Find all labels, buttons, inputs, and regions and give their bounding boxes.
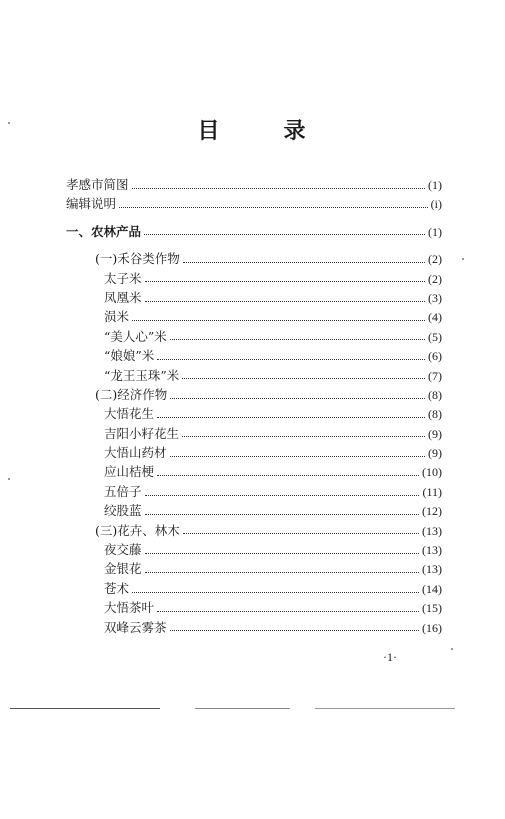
toc-entry-page: (12) <box>422 504 442 519</box>
toc-subsection-label: (二)经济作物 <box>95 386 168 402</box>
toc-entry-label: “娘娘”米 <box>104 348 155 364</box>
toc-entry-label: 大悟花生 <box>104 406 155 422</box>
toc-entry-page: (13) <box>422 523 442 538</box>
toc-subsection-flowers-trees <box>66 521 442 540</box>
dot-leader <box>132 187 425 189</box>
dot-leader <box>157 610 419 612</box>
toc-entry <box>66 288 442 307</box>
toc-entry <box>66 462 442 481</box>
toc-section-agriculture <box>66 222 442 241</box>
toc-entry-page: (6) <box>428 349 442 364</box>
dot-leader <box>145 300 425 302</box>
toc-entry <box>66 443 442 462</box>
dot-leader <box>182 377 425 379</box>
toc-entry-page: (4) <box>428 310 442 325</box>
dot-leader <box>145 552 419 554</box>
toc-entry-label: 大悟山药材 <box>104 445 167 461</box>
scan-speck <box>462 258 464 260</box>
toc-entry <box>66 346 442 365</box>
dot-leader <box>145 494 420 496</box>
scan-speck <box>8 122 10 124</box>
toc-entry-page: (5) <box>428 329 442 344</box>
toc-entry-page: (13) <box>422 562 442 577</box>
toc-entry-page: (8) <box>428 387 442 402</box>
dot-leader <box>170 455 425 457</box>
dot-leader <box>119 206 428 208</box>
toc-subsection-label: (一)禾谷类作物 <box>95 251 180 267</box>
page-title <box>0 114 505 145</box>
dot-leader <box>182 435 425 437</box>
toc-subsection-grains <box>66 249 442 268</box>
toc-entry-page: (10) <box>422 465 442 480</box>
toc-entry-label: 大悟茶叶 <box>104 600 155 616</box>
toc-entry-page: (8) <box>428 407 442 422</box>
toc-entry <box>66 598 442 617</box>
toc-entry-page: (i) <box>430 197 442 212</box>
toc-subsection-label: (三)花卉、林木 <box>95 522 180 538</box>
toc-entry-page: (3) <box>428 290 442 305</box>
toc-entry <box>66 540 442 559</box>
scan-edge-line <box>315 708 455 709</box>
toc-entry <box>66 579 442 598</box>
dot-leader <box>170 629 419 631</box>
toc-entry-label: 凤凰米 <box>104 289 142 305</box>
toc-entry-page: (2) <box>428 271 442 286</box>
toc-entry-map <box>66 175 442 194</box>
dot-leader <box>170 338 425 340</box>
toc-entry-page: (14) <box>422 581 442 596</box>
toc-entry-label: 应山桔梗 <box>104 464 155 480</box>
toc-entry-label: 涢米 <box>104 309 130 325</box>
toc-entry-label: 夜交藤 <box>104 542 142 558</box>
dot-leader <box>132 319 425 321</box>
toc-entry <box>66 482 442 501</box>
toc-entry <box>66 559 442 578</box>
dot-leader <box>132 591 419 593</box>
toc-entry <box>66 501 442 520</box>
toc-entry <box>66 618 442 637</box>
dot-leader <box>170 397 425 399</box>
scan-speck <box>451 648 453 650</box>
toc-entry-label: 苍术 <box>104 580 130 596</box>
toc-entry-page: (7) <box>428 368 442 383</box>
dot-leader <box>183 261 425 263</box>
dot-leader <box>157 474 419 476</box>
scan-edge-line <box>10 708 160 709</box>
title-char-2: 录 <box>283 118 308 144</box>
toc-entry-label: 绞股蓝 <box>104 503 142 519</box>
dot-leader <box>145 513 419 515</box>
toc-entry-label: “龙王玉珠”米 <box>104 367 180 383</box>
toc-entry-page: (9) <box>428 426 442 441</box>
toc-entry-page: (11) <box>422 484 442 499</box>
toc-entry-label: 双峰云雾茶 <box>104 619 167 635</box>
toc-entry-editorial-note <box>66 194 442 213</box>
title-char-1: 目 <box>197 118 222 144</box>
toc-entry-label: 太子米 <box>104 270 142 286</box>
toc-entry <box>66 307 442 326</box>
toc-entry-page: (2) <box>428 252 442 267</box>
dot-leader <box>145 571 419 573</box>
toc-entry-label: 五倍子 <box>104 483 142 499</box>
toc-entry <box>66 327 442 346</box>
toc-entry <box>66 366 442 385</box>
toc-entry-label: 金银花 <box>104 561 142 577</box>
toc-entry-label: 孝感市简图 <box>66 177 129 192</box>
dot-leader <box>145 280 425 282</box>
toc-entry-page: (13) <box>422 543 442 558</box>
toc-entry-page: (1) <box>428 178 442 192</box>
toc-entry-label: “美人心”米 <box>104 328 167 344</box>
scan-edge-line <box>195 708 290 709</box>
toc-section-label: 一、农林产品 <box>66 223 142 239</box>
toc-subsection-cash-crops <box>66 385 442 404</box>
toc-entry-label: 编辑说明 <box>66 196 117 212</box>
toc-entry-page: (16) <box>422 620 442 635</box>
dot-leader <box>157 416 425 418</box>
page-number: ·1· <box>383 650 397 664</box>
toc-entry <box>66 424 442 443</box>
dot-leader <box>157 358 425 360</box>
table-of-contents <box>66 175 442 637</box>
dot-leader <box>144 233 425 235</box>
toc-entry <box>66 269 442 288</box>
toc-entry-page: (1) <box>428 224 442 239</box>
toc-entry <box>66 404 442 423</box>
toc-entry-page: (9) <box>428 446 442 461</box>
dot-leader <box>183 532 419 534</box>
scan-speck <box>8 478 10 480</box>
toc-entry-label: 吉阳小籽花生 <box>104 425 180 441</box>
toc-entry-page: (15) <box>422 601 442 616</box>
